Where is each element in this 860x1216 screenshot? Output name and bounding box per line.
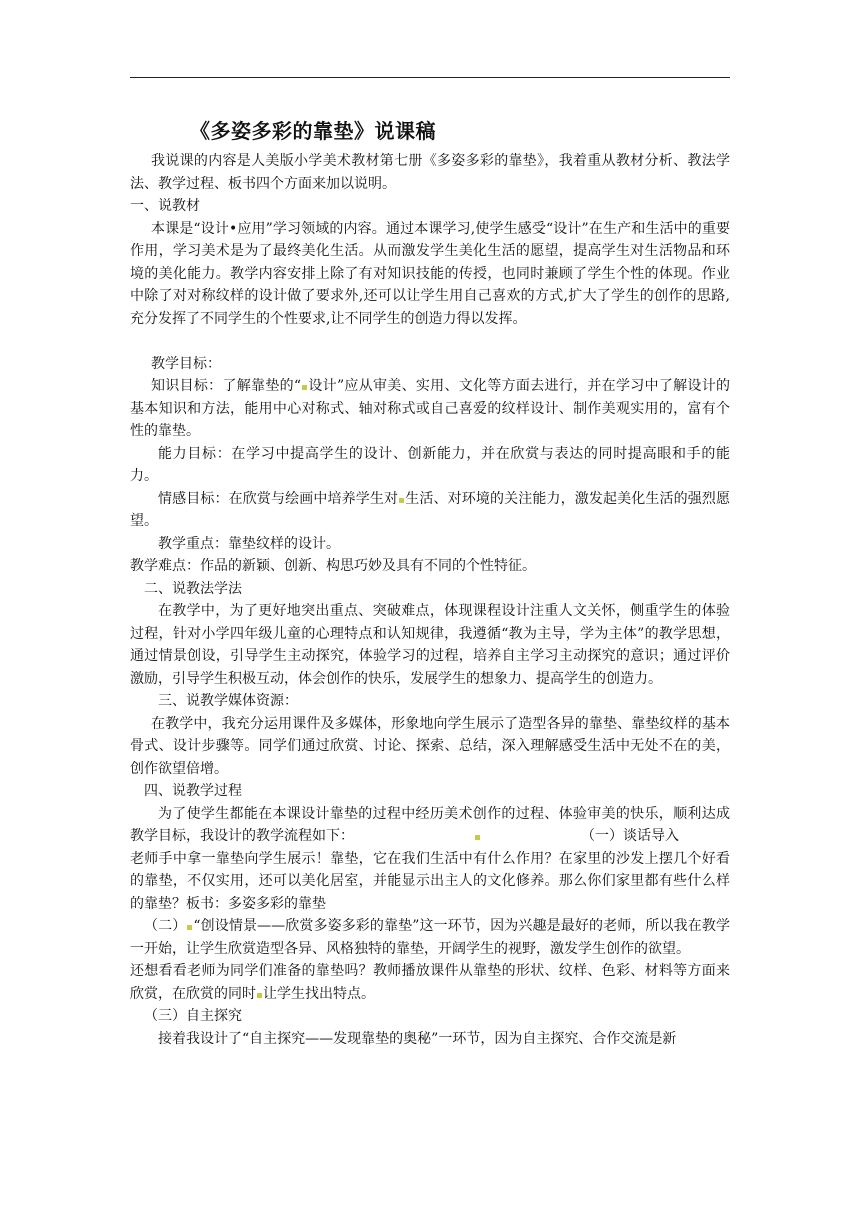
- section-4-intro: [130, 803, 730, 848]
- step-2-body: “创设情景——欣赏多姿多彩的靠垫”这一环节，因为兴趣是最好的老师，所以我在教学一开始，让学生欣赏造型各异、风格独特的靠垫，开阔学生的视野，激发学生创作的欲望。: [130, 918, 731, 957]
- goal-knowledge-part-a: 知识目标：了解靠垫的“: [151, 378, 302, 394]
- intro-paragraph: 我说课的内容是人美版小学美术教材第七册《多姿多彩的靠垫》，我着重从教材分析、教法学法、教学过程、板书四个方面来加以说明。: [130, 153, 730, 192]
- section-4-intro-text: 为了使学生都能在本课设计靠垫的过程中经历美术创作的过程、体验审美的快乐，顺利达成教学目标，我设计的教学流程如下：: [130, 805, 730, 844]
- highlight-marker: [399, 498, 404, 503]
- goal-emotion: [130, 488, 730, 533]
- step-1-heading: （一）谈话导入: [581, 828, 679, 844]
- goal-knowledge: [130, 375, 730, 443]
- goals-heading: 教学目标：: [151, 355, 221, 372]
- goal-knowledge-part-b: 设计”应从审美、实用、文化等方面去进行，并在学习中了解设计的基本知识和方法，能用中心对称式、轴对称式或自己喜爱的纹样设计、制作美观实用的，富有个性的靠垫。: [130, 378, 730, 439]
- section-1-heading: 一、说教材: [130, 198, 200, 214]
- section-3-body: 在教学中，我充分运用课件及多媒体，形象地向学生展示了造型各异的靠垫、靠垫纹样的基本骨式、设计步骤等。同学们通过欣赏、讨论、探索、总结，深入理解感受生活中无处不在的美，创作欲望倍增。: [130, 715, 730, 777]
- step-2-paragraph: [130, 915, 730, 960]
- step-1-body: 老师手中拿一靠垫向学生展示！靠垫，它在我们生活中有什么作用？在家里的沙发上摆几个好看的靠垫，不仅实用，还可以美化居室，并能显示出主人的文化修养。那么你们家里都有些什么样的靠垫？板书：多姿多彩的靠垫: [130, 850, 730, 912]
- difficulty-point: 教学难点：作品的新颖、创新、构思巧妙及具有不同的个性特征。: [130, 558, 536, 574]
- step-2-continuation-a: 还想看看老师为同学们准备的靠垫吗？教师播放课件从靠垫的形状、纹样、色彩、材料等方面来欣赏，在欣赏的同时: [130, 963, 730, 1002]
- step-2-continuation: [130, 960, 730, 1005]
- highlight-marker: [257, 993, 262, 998]
- section-2-heading: 二、说教法学法: [144, 580, 242, 597]
- header-rule: [130, 77, 730, 78]
- section-4-heading: 四、说教学过程: [144, 783, 242, 799]
- step-2-label: （二）: [144, 918, 187, 934]
- goal-emotion-part-a: 情感目标：在欣赏与绘画中培养学生对: [158, 490, 399, 507]
- highlight-marker: [302, 385, 307, 390]
- section-2-body: 在教学中，为了更好地突出重点、突破难点，体现课程设计注重人文关怀，侧重学生的体验过程，针对小学四年级儿童的心理特点和认知规律，我遵循“教为主导，学为主体”的教学思想，通过情景创设，引导学生主动探究，体验学习的过程，培养自主学习主动探究的意识；通过评价激励，引导学生积极互动，体会创作的快乐，发展学生的想象力、提高学生的创造力。: [130, 603, 730, 687]
- step-3-heading: （三）自主探究: [144, 1008, 242, 1024]
- highlight-marker: [475, 835, 480, 840]
- section-3-heading: 三、说教学媒体资源：: [158, 693, 298, 709]
- blank-line: [130, 330, 730, 353]
- goal-emotion-part-b: 生活、对环境的关注能力，激发起美化生活的强烈愿望。: [130, 490, 730, 529]
- document-body: [130, 150, 730, 1050]
- step-3-body: 接着我设计了“自主探究——发现靠垫的奥秘”一环节，因为自主探究、合作交流是新: [158, 1030, 677, 1047]
- highlight-marker: [187, 925, 192, 930]
- document-title: 《多姿多彩的靠垫》说课稿: [190, 119, 436, 143]
- step-2-continuation-b: 让学生找出特点。: [263, 985, 375, 1002]
- goal-ability: 能力目标：在学习中提高学生的设计、创新能力，并在欣赏与表达的同时提高眼和手的能力。: [130, 445, 730, 484]
- section-1-body: 本课是“设计•应用”学习领域的内容。通过本课学习,使学生感受“设计”在生产和生活中的重要作用，学习美术是为了最终美化生活。从而激发学生美化生活的愿望，提高学生对生活物品和环境的美化能力。教学内容安排上除了有对知识技能的传授，也同时兼顾了学生个性的体现。作业中除了对对称纹样的设计做了要求外,还可以让学生用自己喜欢的方式,扩大了学生的创作的思路,充分发挥了不同学生的个性要求,让不同学生的创造力得以发挥。: [130, 220, 730, 327]
- key-point: 教学重点：靠垫纹样的设计。: [158, 535, 340, 552]
